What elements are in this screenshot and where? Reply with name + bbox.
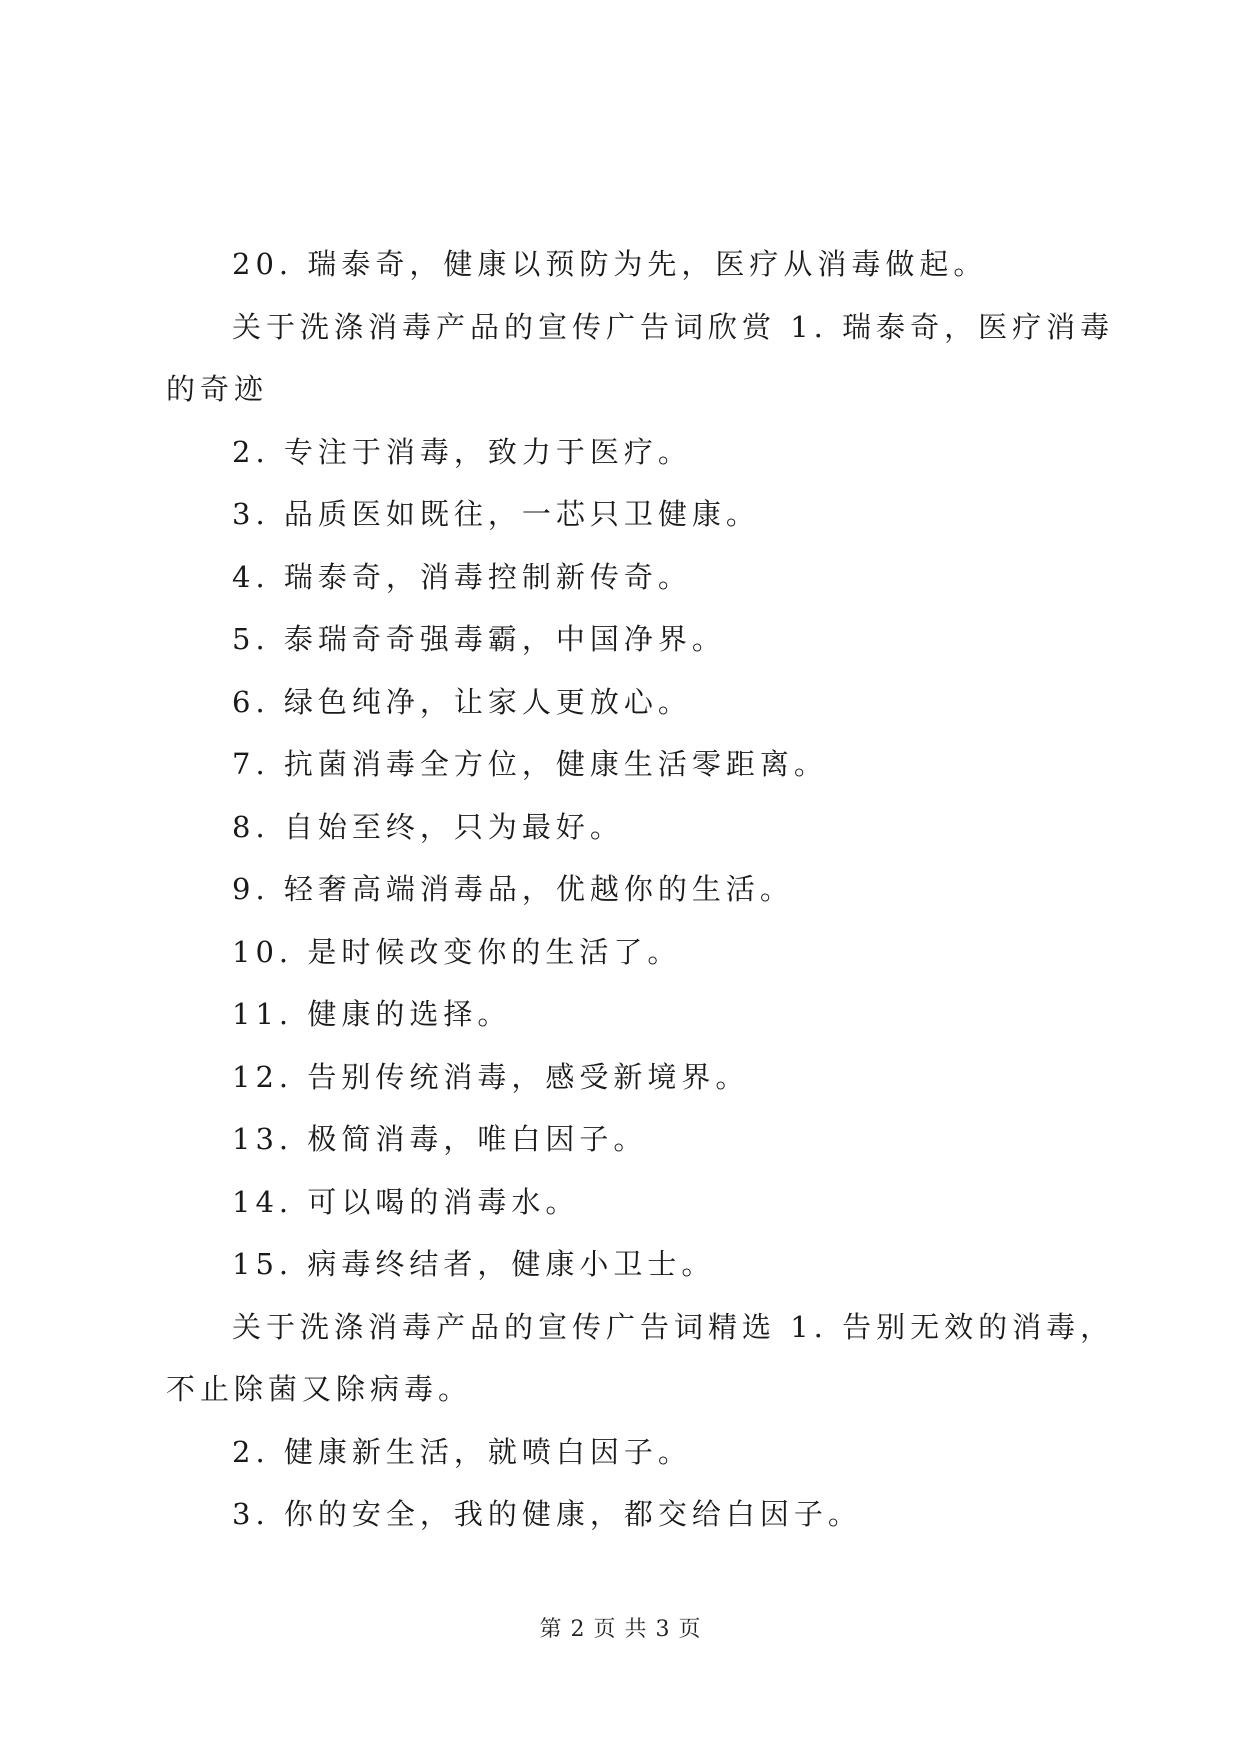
text-line: 7. 抗菌消毒全方位，健康生活零距离。 [232, 747, 828, 781]
text-line: 11. 健康的选择。 [232, 997, 512, 1031]
section-heading-line: 关于洗涤消毒产品的宣传广告词精选 1. 告别无效的消毒， [232, 1309, 1115, 1344]
page-footer [0, 1612, 1241, 1643]
text-line: 2. 专注于消毒，致力于医疗。 [232, 434, 692, 469]
text-line: 14. 可以喝的消毒水。 [232, 1184, 580, 1219]
text-line: 3. 品质医如既往，一芯只卫健康。 [232, 497, 760, 531]
text-line: 13. 极简消毒，唯白因子。 [232, 1122, 648, 1156]
text-line: 2. 健康新生活，就喷白因子。 [232, 1434, 692, 1469]
text-line: 20. 瑞泰奇，健康以预防为先，医疗从消毒做起。 [232, 247, 988, 281]
document-body [166, 233, 1115, 1546]
text-line: 5. 泰瑞奇奇强毒霸，中国净界。 [232, 622, 726, 656]
text-line: 10. 是时候改变你的生活了。 [232, 934, 682, 969]
text-line: 9. 轻奢高端消毒品，优越你的生活。 [232, 872, 794, 906]
text-line-continuation: 的奇迹 [166, 372, 269, 406]
text-line: 8. 自始至终，只为最好。 [232, 809, 624, 844]
text-line: 6. 绿色纯净，让家人更放心。 [232, 684, 692, 719]
page-number: 第 2 页 共 3 页 [539, 1617, 702, 1642]
section-heading-line: 关于洗涤消毒产品的宣传广告词欣赏 1. 瑞泰奇，医疗消毒 [232, 309, 1115, 344]
text-line: 4. 瑞泰奇，消毒控制新传奇。 [232, 559, 692, 594]
text-line: 15. 病毒终结者，健康小卫士。 [232, 1247, 716, 1281]
text-line: 12. 告别传统消毒，感受新境界。 [232, 1059, 750, 1094]
text-line-continuation: 不止除菌又除病毒。 [166, 1372, 473, 1406]
text-line: 3. 你的安全，我的健康，都交给白因子。 [232, 1497, 862, 1531]
